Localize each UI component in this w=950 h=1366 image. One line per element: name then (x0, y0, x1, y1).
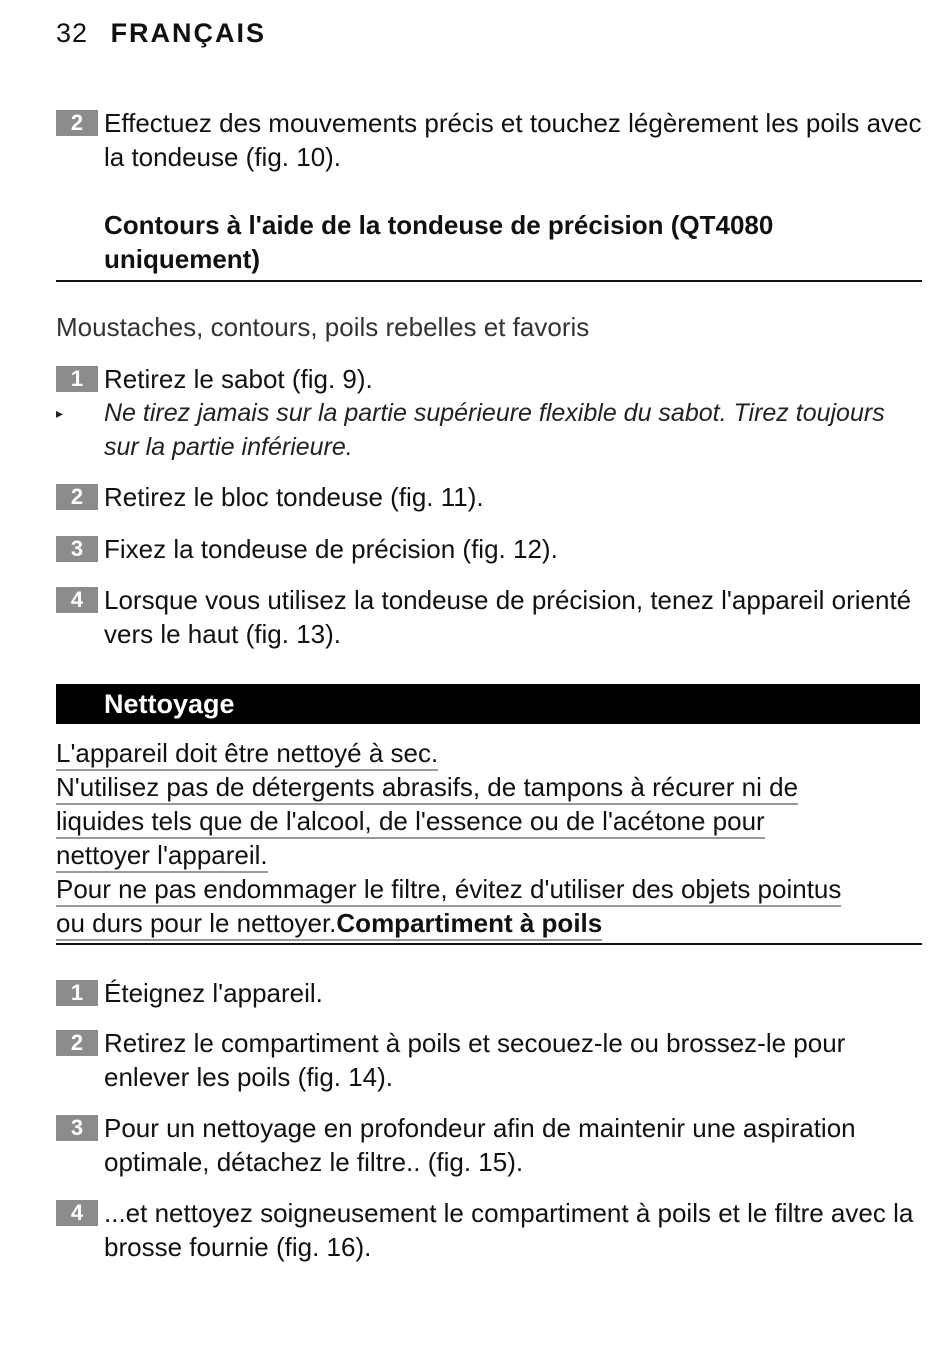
step-text: ...et nettoyez soigneusement le compartiment à poils et le filtre avec la brosse fournie (fig. 16). (104, 1198, 914, 1262)
step-number-badge: 3 (56, 1115, 98, 1141)
step-item (56, 362, 922, 396)
step-text: Fixez la tondeuse de précision (fig. 12). (104, 534, 558, 564)
step-item (56, 1026, 922, 1094)
bullet-arrow-icon: ▸ (56, 405, 64, 421)
warning-note (56, 396, 922, 464)
step-number-badge: 1 (56, 366, 98, 392)
cleaning-line: L'appareil doit être nettoyé à sec. (56, 737, 438, 771)
step-number-badge: 2 (56, 110, 98, 136)
subsection-title-compartment: Compartiment à poils (336, 908, 603, 938)
step-text: Éteignez l'appareil. (104, 978, 323, 1008)
step-item (56, 480, 922, 514)
cleaning-line: Pour ne pas endommager le filtre, évitez d'utiliser des objets pointus (56, 873, 841, 907)
step-text: Effectuez des mouvements précis et touchez légèrement les poils avec la tondeuse (fig. 10). (104, 108, 922, 172)
step-item (56, 976, 922, 1010)
section-title-cleaning (56, 684, 920, 724)
step-item (56, 106, 922, 174)
section-title-precision: Contours à l'aide de la tondeuse de précision (QT4080 uniquement) (104, 210, 774, 274)
cleaning-line: N'utilisez pas de détergents abrasifs, de tampons à récurer ni de (56, 771, 798, 805)
step-number-badge: 2 (56, 484, 98, 510)
cleaning-line-last (56, 907, 602, 941)
cleaning-line-text: ou durs pour le nettoyer. (56, 908, 337, 938)
cleaning-line: liquides tels que de l'alcool, de l'essence ou de l'acétone pour (56, 805, 765, 839)
step-number-badge: 4 (56, 1200, 98, 1226)
section-divider (56, 280, 922, 282)
step-item (56, 1111, 922, 1179)
step-item (56, 532, 922, 566)
step-number-badge: 1 (56, 980, 98, 1006)
section-intro: Moustaches, contours, poils rebelles et favoris (56, 312, 590, 342)
step-item (56, 1196, 922, 1264)
step-number-badge: 3 (56, 536, 98, 562)
section-divider (56, 943, 922, 945)
step-text: Retirez le compartiment à poils et secouez-le ou brossez-le pour enlever les poils (fig. 14). (104, 1028, 846, 1092)
step-item (56, 583, 922, 651)
step-number-badge: 4 (56, 587, 98, 613)
step-text: Lorsque vous utilisez la tondeuse de précision, tenez l'appareil orienté vers le haut (fig. 13). (104, 585, 912, 649)
step-number-badge: 2 (56, 1030, 98, 1056)
section-title-text: Nettoyage (104, 689, 235, 719)
cleaning-line: nettoyer l'appareil. (56, 839, 268, 873)
language-heading: FRANÇAIS (110, 18, 267, 48)
step-text: Pour un nettoyage en profondeur afin de maintenir une aspiration optimale, détachez le filtre.. (fig. 15). (104, 1113, 856, 1177)
step-text: Retirez le bloc tondeuse (fig. 11). (104, 482, 484, 512)
page-header (56, 18, 266, 49)
step-text: Retirez le sabot (fig. 9). (104, 364, 373, 394)
note-text: Ne tirez jamais sur la partie supérieure flexible du sabot. Tirez toujours sur la partie inférieure. (104, 399, 885, 461)
page-number: 32 (56, 18, 89, 48)
